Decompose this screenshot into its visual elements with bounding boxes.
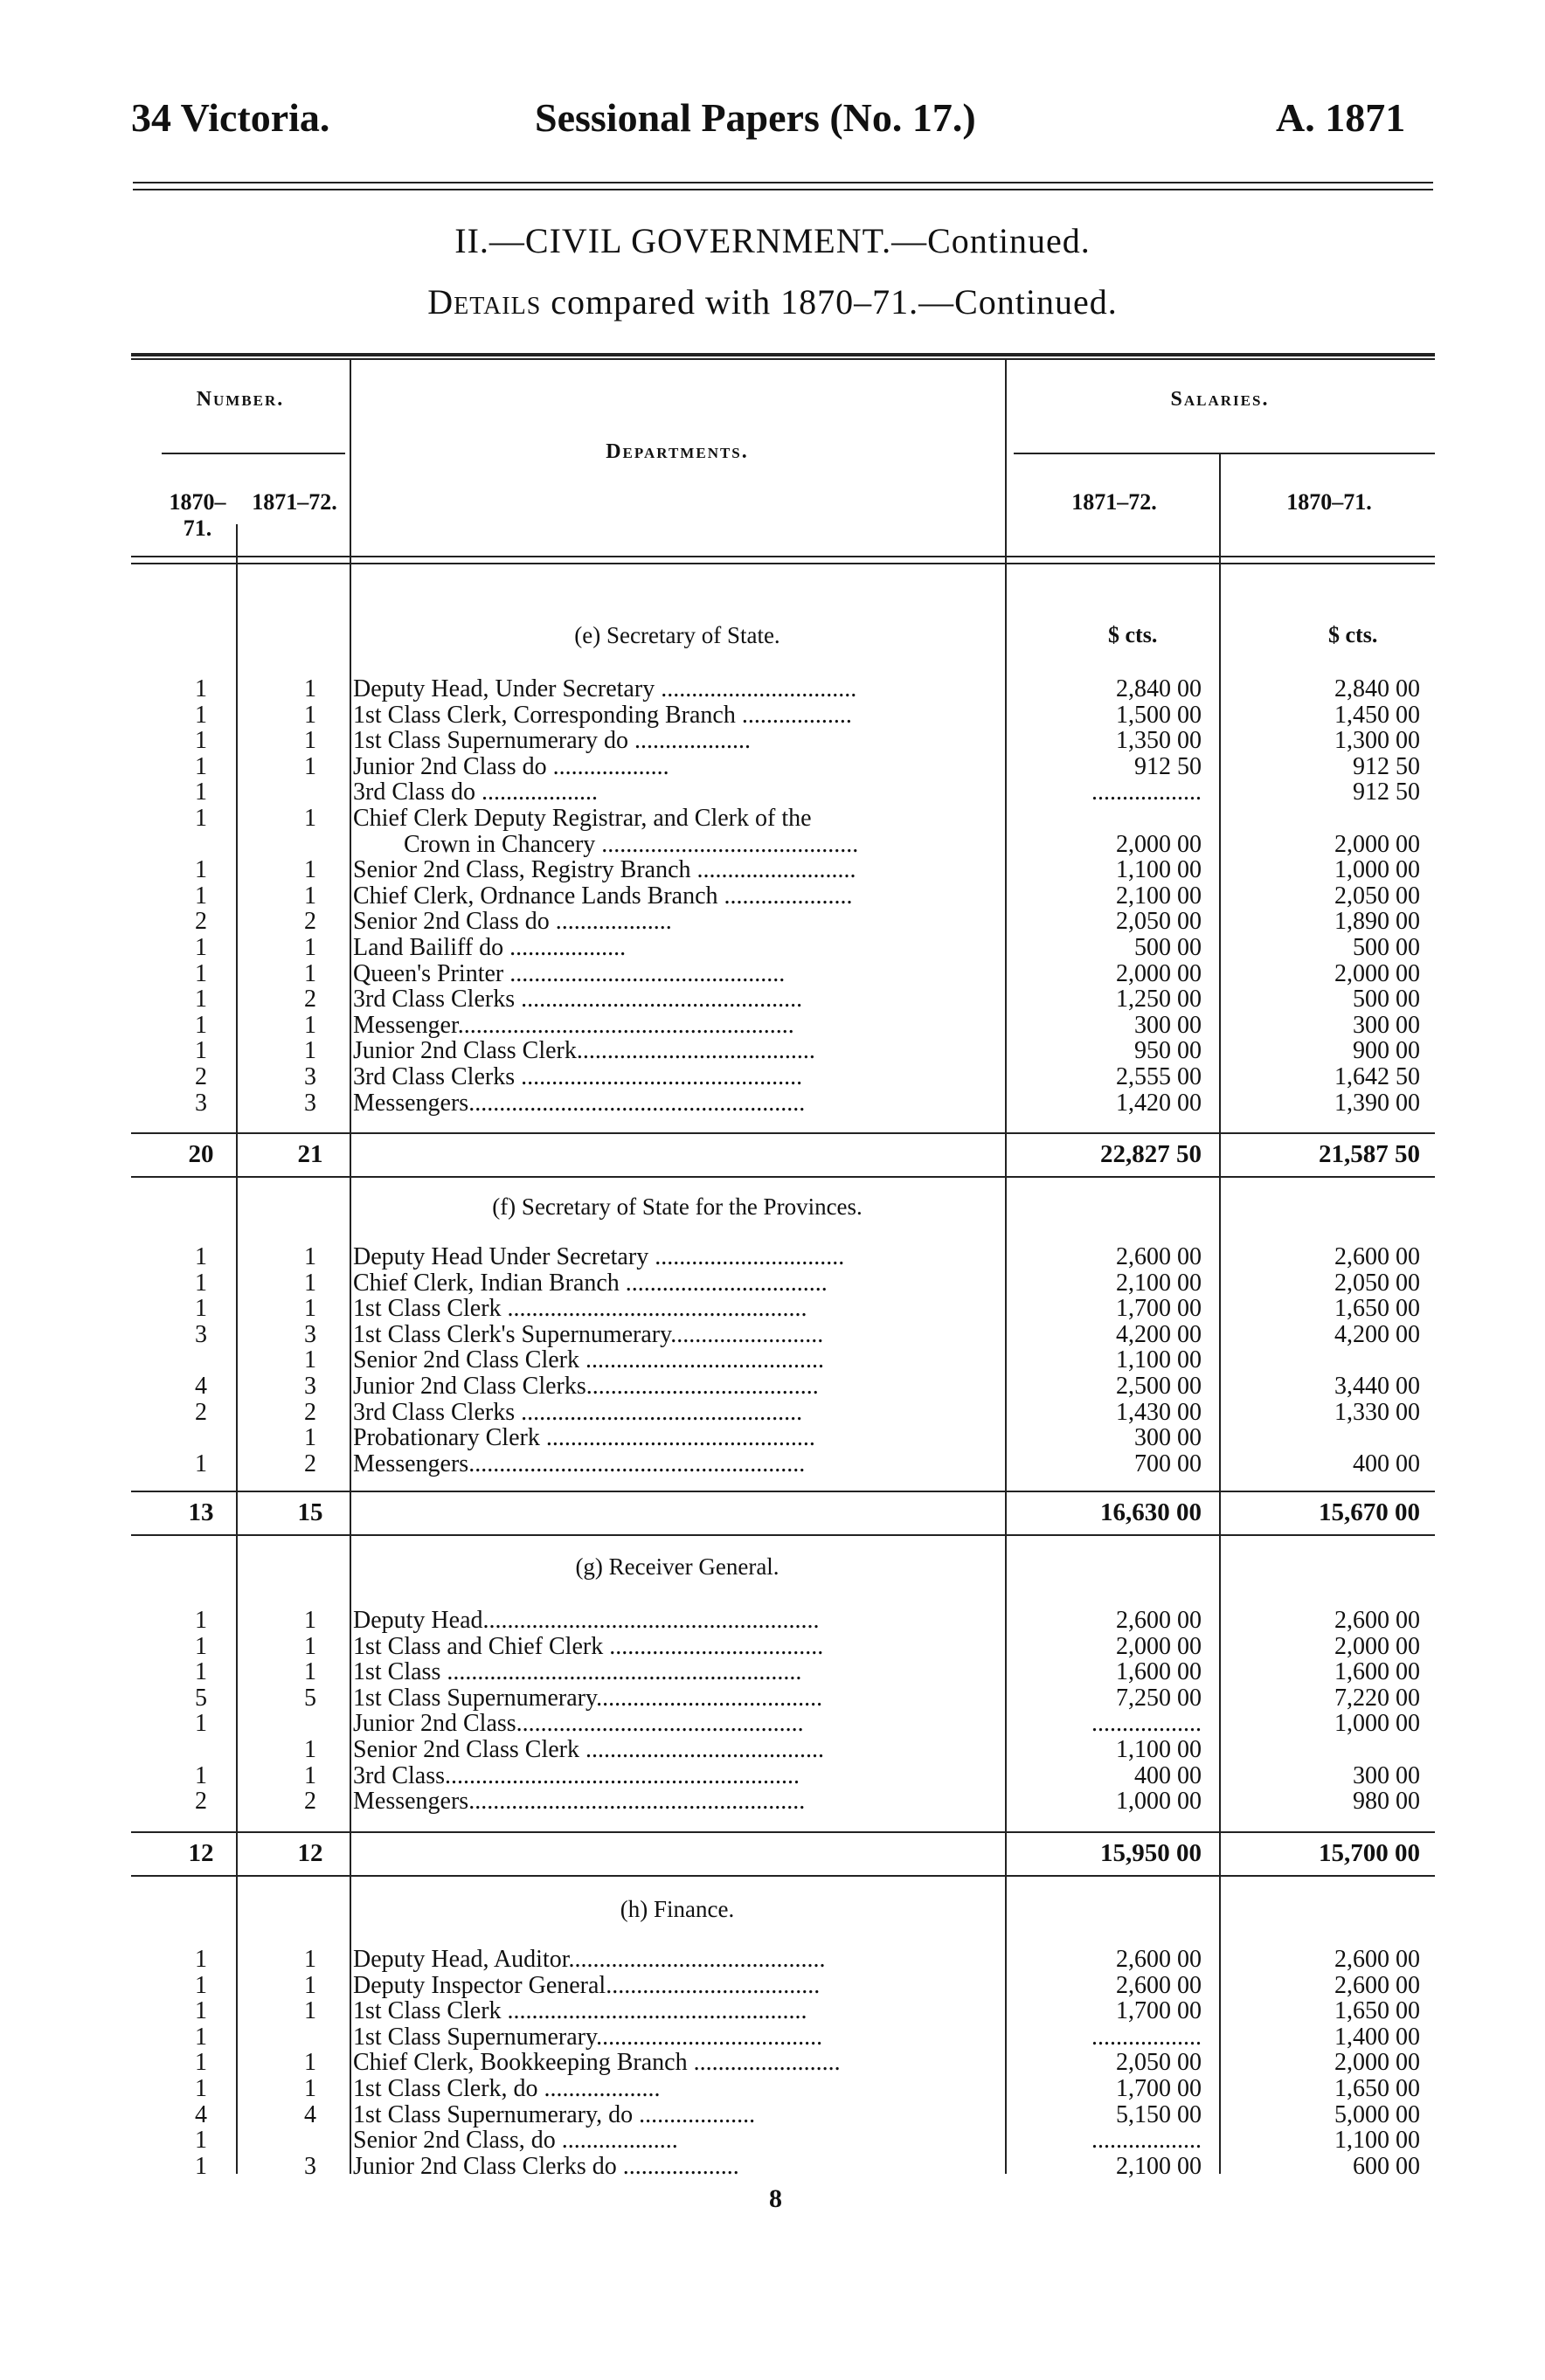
salary-1871: 500 00 bbox=[1134, 934, 1202, 961]
department-name: 1st Class Clerk's Supernumerary......................... bbox=[353, 1322, 824, 1348]
count-1871: 3 bbox=[304, 1063, 316, 1090]
salary-1871: 2,100 00 bbox=[1116, 1270, 1202, 1297]
header-salaries: Salaries. bbox=[1170, 388, 1270, 411]
salary-1870: 1,390 00 bbox=[1334, 1090, 1420, 1117]
table-row bbox=[0, 1451, 1545, 1477]
salary-1871: 2,600 00 bbox=[1116, 1607, 1202, 1634]
salary-1871: 2,000 00 bbox=[1116, 960, 1202, 987]
salary-1871: .................. bbox=[1091, 778, 1202, 806]
salary-1870: 1,100 00 bbox=[1334, 2127, 1420, 2154]
count-1870: 1 bbox=[195, 1450, 207, 1477]
header-sal-1870: 1870–71. bbox=[1286, 489, 1372, 515]
salary-1871: 2,100 00 bbox=[1116, 882, 1202, 910]
salary-1870: 2,050 00 bbox=[1334, 1270, 1420, 1297]
table-row bbox=[0, 986, 1545, 1013]
salary-1871: .................. bbox=[1091, 2127, 1202, 2154]
table-row bbox=[0, 2154, 1545, 2180]
salary-1870: 600 00 bbox=[1353, 2153, 1420, 2180]
count-1870: 1 bbox=[195, 2153, 207, 2180]
department-name: 1st Class Supernumerary..................................... bbox=[353, 1685, 823, 1712]
count-1871: 1 bbox=[304, 805, 316, 832]
count-1870: 1 bbox=[195, 702, 207, 729]
section-g-total-rule bbox=[131, 1831, 1435, 1833]
department-name: Junior 2nd Class Clerks...................................... bbox=[353, 1373, 819, 1400]
table-row bbox=[0, 961, 1545, 987]
salary-1871: 1,500 00 bbox=[1116, 702, 1202, 729]
department-name: Chief Clerk, Ordnance Lands Branch ..................... bbox=[353, 883, 853, 910]
salary-1871: 2,000 00 bbox=[1116, 1633, 1202, 1660]
table-row bbox=[0, 1013, 1545, 1039]
count-1870: 3 bbox=[195, 1090, 207, 1117]
salary-1871: 2,050 00 bbox=[1116, 908, 1202, 935]
table-row bbox=[0, 1634, 1545, 1660]
table-row bbox=[0, 1685, 1545, 1712]
salary-1870: 912 50 bbox=[1353, 778, 1420, 806]
header-sal-1871: 1871–72. bbox=[1071, 489, 1157, 515]
section-g-end-rule bbox=[131, 1875, 1435, 1877]
salary-1870: 2,000 00 bbox=[1334, 960, 1420, 987]
count-1871: 1 bbox=[304, 1346, 316, 1373]
salary-1871: .................. bbox=[1091, 1710, 1202, 1737]
table-row bbox=[0, 832, 1545, 858]
salary-1871: 1,430 00 bbox=[1116, 1399, 1202, 1426]
salary-1870: 1,000 00 bbox=[1334, 1710, 1420, 1737]
department-name: Chief Clerk, Bookkeeping Branch ........................ bbox=[353, 2050, 841, 2076]
section-f-end-rule bbox=[131, 1534, 1435, 1536]
department-name: Junior 2nd Class Clerks do ................... bbox=[353, 2154, 739, 2180]
salary-1870: 2,600 00 bbox=[1334, 1972, 1420, 1999]
table-row bbox=[0, 857, 1545, 883]
salary-1870: 4,200 00 bbox=[1334, 1321, 1420, 1348]
count-1871: 1 bbox=[304, 1658, 316, 1685]
count-1871: 4 bbox=[304, 2101, 316, 2128]
department-name: 1st Class and Chief Clerk ................................... bbox=[353, 1634, 824, 1660]
table-row bbox=[0, 1788, 1545, 1815]
count-1871: 2 bbox=[304, 1399, 316, 1426]
table-row bbox=[0, 1711, 1545, 1737]
total-count-1871: 21 bbox=[297, 1140, 323, 1168]
salary-1870: 300 00 bbox=[1353, 1012, 1420, 1039]
department-name: Deputy Head Under Secretary ............................... bbox=[353, 1244, 845, 1270]
count-1871: 1 bbox=[304, 1295, 316, 1322]
number-sub-rule bbox=[162, 453, 345, 454]
count-1870: 1 bbox=[195, 934, 207, 961]
table-row bbox=[0, 909, 1545, 935]
salary-1870: 2,000 00 bbox=[1334, 2049, 1420, 2076]
salary-1871: 1,700 00 bbox=[1116, 2075, 1202, 2102]
section-f-total bbox=[0, 1498, 1545, 1527]
page-folio: 8 bbox=[769, 2184, 782, 2213]
salary-1871: 1,420 00 bbox=[1116, 1090, 1202, 1117]
count-1870: 1 bbox=[195, 1270, 207, 1297]
count-1871: 3 bbox=[304, 1321, 316, 1348]
count-1870: 1 bbox=[195, 1972, 207, 1999]
table-row bbox=[0, 1400, 1545, 1426]
department-name: Messenger....................................................... bbox=[353, 1013, 794, 1039]
page-title: II.—CIVIL GOVERNMENT.—Continued. bbox=[454, 221, 1091, 260]
salary-1870: 2,600 00 bbox=[1334, 1607, 1420, 1634]
count-1871: 1 bbox=[304, 753, 316, 780]
department-name: Deputy Head, Under Secretary ................................ bbox=[353, 676, 857, 702]
salary-1871: .................. bbox=[1091, 2024, 1202, 2051]
salary-1870: 1,650 00 bbox=[1334, 2075, 1420, 2102]
department-name: Probationary Clerk ............................................ bbox=[353, 1425, 815, 1451]
count-1870: 1 bbox=[195, 1710, 207, 1737]
salary-1870: 1,400 00 bbox=[1334, 2024, 1420, 2051]
table-row bbox=[0, 1608, 1545, 1634]
count-1871: 1 bbox=[304, 1762, 316, 1789]
count-1870: 1 bbox=[195, 778, 207, 806]
department-name: Junior 2nd Class............................................... bbox=[353, 1711, 804, 1737]
total-salary-1871: 15,950 00 bbox=[1100, 1839, 1202, 1867]
count-1870: 1 bbox=[195, 805, 207, 832]
count-1870: 1 bbox=[195, 1012, 207, 1039]
count-1871: 1 bbox=[304, 1012, 316, 1039]
count-1870: 1 bbox=[195, 1762, 207, 1789]
table-row bbox=[0, 1763, 1545, 1789]
department-name: Land Bailiff do ................... bbox=[353, 935, 627, 961]
department-name: 1st Class .......................................................... bbox=[353, 1659, 802, 1685]
salary-1871: 2,050 00 bbox=[1116, 2049, 1202, 2076]
table-row bbox=[0, 1347, 1545, 1373]
department-name: 1st Class Supernumerary..................................... bbox=[353, 2024, 823, 2051]
salary-1870: 400 00 bbox=[1353, 1450, 1420, 1477]
salary-1871: 4,200 00 bbox=[1116, 1321, 1202, 1348]
count-1870: 1 bbox=[195, 753, 207, 780]
running-head-left: 34 Victoria. bbox=[131, 95, 330, 140]
department-name: Deputy Inspector General................................... bbox=[353, 1973, 821, 1999]
salary-1870: 1,890 00 bbox=[1334, 908, 1420, 935]
table-row bbox=[0, 702, 1545, 729]
salary-1870: 1,330 00 bbox=[1334, 1399, 1420, 1426]
header-col-1871: 1871–72. bbox=[252, 489, 337, 515]
salary-1870: 2,600 00 bbox=[1334, 1243, 1420, 1270]
table-row bbox=[0, 676, 1545, 702]
salary-1871: 700 00 bbox=[1134, 1450, 1202, 1477]
salary-1870: 1,600 00 bbox=[1334, 1658, 1420, 1685]
count-1871: 1 bbox=[304, 675, 316, 702]
header-rule-1 bbox=[133, 182, 1433, 183]
count-1870: 1 bbox=[195, 960, 207, 987]
salary-1871: 2,600 00 bbox=[1116, 1972, 1202, 1999]
count-1871: 1 bbox=[304, 1270, 316, 1297]
salary-1871: 5,150 00 bbox=[1116, 2101, 1202, 2128]
department-name: 1st Class Supernumerary do ................... bbox=[353, 728, 751, 754]
total-salary-1870: 21,587 50 bbox=[1319, 1140, 1420, 1168]
count-1870: 1 bbox=[195, 2049, 207, 2076]
department-name: 3rd Class Clerks .............................................. bbox=[353, 1400, 803, 1426]
salary-1871: 1,600 00 bbox=[1116, 1658, 1202, 1685]
table-row bbox=[0, 935, 1545, 961]
department-name: Senior 2nd Class Clerk ....................................... bbox=[353, 1737, 824, 1763]
table-row bbox=[0, 1737, 1545, 1763]
salary-1870: 2,050 00 bbox=[1334, 882, 1420, 910]
count-1870: 1 bbox=[195, 2127, 207, 2154]
department-name: 1st Class Clerk, Corresponding Branch .................. bbox=[353, 702, 852, 729]
total-count-1870: 13 bbox=[188, 1498, 214, 1526]
salaries-sub-rule bbox=[1014, 453, 1435, 454]
running-head-right: A. 1871 bbox=[1276, 95, 1406, 140]
table-row bbox=[0, 1322, 1545, 1348]
header-rule-2 bbox=[133, 189, 1433, 190]
table-row bbox=[0, 2102, 1545, 2128]
table-row bbox=[0, 1090, 1545, 1117]
count-1871: 1 bbox=[304, 727, 316, 754]
total-salary-1870: 15,670 00 bbox=[1319, 1498, 1420, 1526]
department-name: Deputy Head, Auditor.......................................... bbox=[353, 1947, 826, 1973]
table-row bbox=[0, 1244, 1545, 1270]
section-title-e: (e) Secretary of State. bbox=[574, 622, 780, 648]
salary-1870: 5,000 00 bbox=[1334, 2101, 1420, 2128]
salary-1871: 2,840 00 bbox=[1116, 675, 1202, 702]
count-1870: 1 bbox=[195, 856, 207, 883]
table-row bbox=[0, 1973, 1545, 1999]
section-title-g: (g) Receiver General. bbox=[575, 1553, 779, 1580]
count-1870: 1 bbox=[195, 1997, 207, 2024]
department-name: Deputy Head....................................................... bbox=[353, 1608, 820, 1634]
salary-1871: 1,100 00 bbox=[1116, 1346, 1202, 1373]
salary-1870: 300 00 bbox=[1353, 1762, 1420, 1789]
count-1871: 1 bbox=[304, 934, 316, 961]
table-row bbox=[0, 754, 1545, 780]
salary-1871: 1,700 00 bbox=[1116, 1295, 1202, 1322]
table-row bbox=[0, 806, 1545, 832]
table-row bbox=[0, 2127, 1545, 2154]
count-1871: 1 bbox=[304, 1633, 316, 1660]
department-name: Junior 2nd Class Clerk....................................... bbox=[353, 1038, 815, 1064]
count-1870: 2 bbox=[195, 1399, 207, 1426]
count-1870: 1 bbox=[195, 882, 207, 910]
count-1870: 1 bbox=[195, 1607, 207, 1634]
department-name: 1st Class Clerk ................................................. bbox=[353, 1998, 807, 2024]
total-salary-1870: 15,700 00 bbox=[1319, 1839, 1420, 1867]
count-1870: 3 bbox=[195, 1321, 207, 1348]
count-1871: 1 bbox=[304, 1607, 316, 1634]
table-row bbox=[0, 2024, 1545, 2051]
salary-1870: 3,440 00 bbox=[1334, 1373, 1420, 1400]
total-salary-1871: 16,630 00 bbox=[1100, 1498, 1202, 1526]
count-1871: 1 bbox=[304, 2049, 316, 2076]
section-e-total bbox=[0, 1139, 1545, 1169]
salary-1871: 2,555 00 bbox=[1116, 1063, 1202, 1090]
department-name: Messengers....................................................... bbox=[353, 1451, 806, 1477]
department-name: Senior 2nd Class do ................... bbox=[353, 909, 672, 935]
count-1871: 2 bbox=[304, 1788, 316, 1815]
count-1870: 2 bbox=[195, 1788, 207, 1815]
table-row bbox=[0, 2076, 1545, 2102]
count-1870: 1 bbox=[195, 1295, 207, 1322]
salary-1870: 980 00 bbox=[1353, 1788, 1420, 1815]
table-row bbox=[0, 883, 1545, 910]
section-e-end-rule bbox=[131, 1176, 1435, 1178]
count-1871: 2 bbox=[304, 908, 316, 935]
count-1870: 2 bbox=[195, 1063, 207, 1090]
total-count-1870: 12 bbox=[188, 1839, 214, 1867]
unit-label-1871: $ cts. bbox=[1108, 622, 1158, 647]
section-g-total bbox=[0, 1838, 1545, 1868]
salary-1871: 1,100 00 bbox=[1116, 856, 1202, 883]
count-1871: 1 bbox=[304, 1997, 316, 2024]
header-bottom-rule bbox=[131, 556, 1435, 557]
salary-1871: 1,000 00 bbox=[1116, 1788, 1202, 1815]
department-name: 1st Class Supernumerary, do ................... bbox=[353, 2102, 756, 2128]
department-name: 3rd Class Clerks .............................................. bbox=[353, 1064, 803, 1090]
table-row bbox=[0, 1038, 1545, 1064]
count-1870: 1 bbox=[195, 2024, 207, 2051]
table-row bbox=[0, 1425, 1545, 1451]
table-row bbox=[0, 779, 1545, 806]
department-name: 1st Class Clerk, do ................... bbox=[353, 2076, 661, 2102]
salary-1870: 900 00 bbox=[1353, 1037, 1420, 1064]
count-1870: 1 bbox=[195, 1243, 207, 1270]
salary-1870: 1,650 00 bbox=[1334, 1295, 1420, 1322]
salary-1871: 7,250 00 bbox=[1116, 1685, 1202, 1712]
count-1870: 1 bbox=[195, 2075, 207, 2102]
salary-1870: 1,300 00 bbox=[1334, 727, 1420, 754]
running-head-center: Sessional Papers (No. 17.) bbox=[535, 95, 976, 140]
count-1871: 1 bbox=[304, 1946, 316, 1973]
header-bottom-rule-2 bbox=[131, 563, 1435, 564]
header-col-1870: 1870–71. bbox=[169, 489, 226, 541]
count-1870: 1 bbox=[195, 1633, 207, 1660]
salary-1870: 500 00 bbox=[1353, 934, 1420, 961]
count-1870: 1 bbox=[195, 675, 207, 702]
count-1870: 5 bbox=[195, 1685, 207, 1712]
department-name: 3rd Class Clerks .............................................. bbox=[353, 986, 803, 1013]
salary-1871: 950 00 bbox=[1134, 1037, 1202, 1064]
salary-1870: 2,600 00 bbox=[1334, 1946, 1420, 1973]
count-1871: 2 bbox=[304, 986, 316, 1013]
count-1870: 4 bbox=[195, 2101, 207, 2128]
section-title-h: (h) Finance. bbox=[620, 1896, 735, 1922]
department-name: 1st Class Clerk ................................................. bbox=[353, 1296, 807, 1322]
count-1871: 1 bbox=[304, 882, 316, 910]
unit-label-1870: $ cts. bbox=[1328, 622, 1378, 647]
count-1871: 1 bbox=[304, 702, 316, 729]
table-row bbox=[0, 2050, 1545, 2076]
department-name: 3rd Class.......................................................... bbox=[353, 1763, 800, 1789]
salary-1870: 2,000 00 bbox=[1334, 1633, 1420, 1660]
page-subtitle-rest: compared with 1870–71.—Continued. bbox=[541, 282, 1118, 322]
salary-1871: 1,700 00 bbox=[1116, 1997, 1202, 2024]
page-subtitle bbox=[0, 281, 1545, 322]
count-1870: 1 bbox=[195, 1946, 207, 1973]
count-1870: 1 bbox=[195, 986, 207, 1013]
department-name: Junior 2nd Class do ................... bbox=[353, 754, 669, 780]
salary-1870: 7,220 00 bbox=[1334, 1685, 1420, 1712]
total-count-1871: 15 bbox=[297, 1498, 323, 1526]
table-top-rule-2 bbox=[131, 358, 1435, 360]
count-1870: 1 bbox=[195, 1658, 207, 1685]
table-row bbox=[0, 1998, 1545, 2024]
salary-1871: 2,500 00 bbox=[1116, 1373, 1202, 1400]
salary-1871: 912 50 bbox=[1134, 753, 1202, 780]
department-name: Queen's Printer ............................................. bbox=[353, 961, 786, 987]
count-1871: 1 bbox=[304, 1424, 316, 1451]
salary-1871: 2,000 00 bbox=[1116, 831, 1202, 858]
count-1870: 4 bbox=[195, 1373, 207, 1400]
count-1871: 5 bbox=[304, 1685, 316, 1712]
table-row bbox=[0, 1373, 1545, 1400]
count-1871: 1 bbox=[304, 1037, 316, 1064]
salary-1870: 1,450 00 bbox=[1334, 702, 1420, 729]
count-1870: 2 bbox=[195, 908, 207, 935]
table-row bbox=[0, 1064, 1545, 1090]
count-1871: 1 bbox=[304, 1736, 316, 1763]
department-name: Messengers....................................................... bbox=[353, 1090, 806, 1117]
header-departments: Departments. bbox=[606, 440, 749, 463]
count-1871: 3 bbox=[304, 1090, 316, 1117]
total-count-1871: 12 bbox=[297, 1839, 323, 1867]
department-name: Senior 2nd Class, do ................... bbox=[353, 2127, 678, 2154]
section-title-f: (f) Secretary of State for the Provinces. bbox=[492, 1193, 863, 1220]
department-name: Messengers....................................................... bbox=[353, 1788, 806, 1815]
table-row bbox=[0, 1659, 1545, 1685]
table-row bbox=[0, 1270, 1545, 1297]
salary-1870: 2,000 00 bbox=[1334, 831, 1420, 858]
count-1871: 1 bbox=[304, 2075, 316, 2102]
salary-1871: 400 00 bbox=[1134, 1762, 1202, 1789]
department-name: Chief Clerk Deputy Registrar, and Clerk of the bbox=[353, 806, 812, 832]
salary-1871: 1,350 00 bbox=[1116, 727, 1202, 754]
salary-1870: 912 50 bbox=[1353, 753, 1420, 780]
total-salary-1871: 22,827 50 bbox=[1100, 1140, 1202, 1168]
section-e-total-rule bbox=[131, 1132, 1435, 1134]
count-1871: 1 bbox=[304, 856, 316, 883]
total-count-1870: 20 bbox=[188, 1140, 214, 1168]
department-name: 3rd Class do ................... bbox=[353, 779, 598, 806]
table-row bbox=[0, 728, 1545, 754]
salary-1871: 2,600 00 bbox=[1116, 1946, 1202, 1973]
count-1871: 2 bbox=[304, 1450, 316, 1477]
salary-1870: 2,840 00 bbox=[1334, 675, 1420, 702]
table-top-rule bbox=[131, 353, 1435, 356]
page-subtitle-prefix: Details bbox=[427, 282, 542, 322]
department-name: Senior 2nd Class, Registry Branch .......................... bbox=[353, 857, 856, 883]
department-name: Chief Clerk, Indian Branch ................................. bbox=[353, 1270, 828, 1297]
salary-1870: 1,650 00 bbox=[1334, 1997, 1420, 2024]
count-1871: 3 bbox=[304, 1373, 316, 1400]
salary-1870: 1,642 50 bbox=[1334, 1063, 1420, 1090]
count-1870: 1 bbox=[195, 727, 207, 754]
count-1871: 1 bbox=[304, 1243, 316, 1270]
count-1871: 1 bbox=[304, 1972, 316, 1999]
section-f-total-rule bbox=[131, 1491, 1435, 1492]
salary-1871: 300 00 bbox=[1134, 1424, 1202, 1451]
header-number: Number. bbox=[196, 388, 285, 411]
count-1870: 1 bbox=[195, 1037, 207, 1064]
table-row bbox=[0, 1947, 1545, 1973]
salary-1871: 300 00 bbox=[1134, 1012, 1202, 1039]
count-1871: 1 bbox=[304, 960, 316, 987]
department-name: Senior 2nd Class Clerk ....................................... bbox=[353, 1347, 824, 1373]
department-name: Crown in Chancery .......................................... bbox=[404, 832, 859, 858]
salary-1871: 2,100 00 bbox=[1116, 2153, 1202, 2180]
salary-1871: 1,100 00 bbox=[1116, 1736, 1202, 1763]
salary-1871: 1,250 00 bbox=[1116, 986, 1202, 1013]
table-row bbox=[0, 1296, 1545, 1322]
salary-1870: 500 00 bbox=[1353, 986, 1420, 1013]
salary-1870: 1,000 00 bbox=[1334, 856, 1420, 883]
salary-1871: 2,600 00 bbox=[1116, 1243, 1202, 1270]
count-1871: 3 bbox=[304, 2153, 316, 2180]
